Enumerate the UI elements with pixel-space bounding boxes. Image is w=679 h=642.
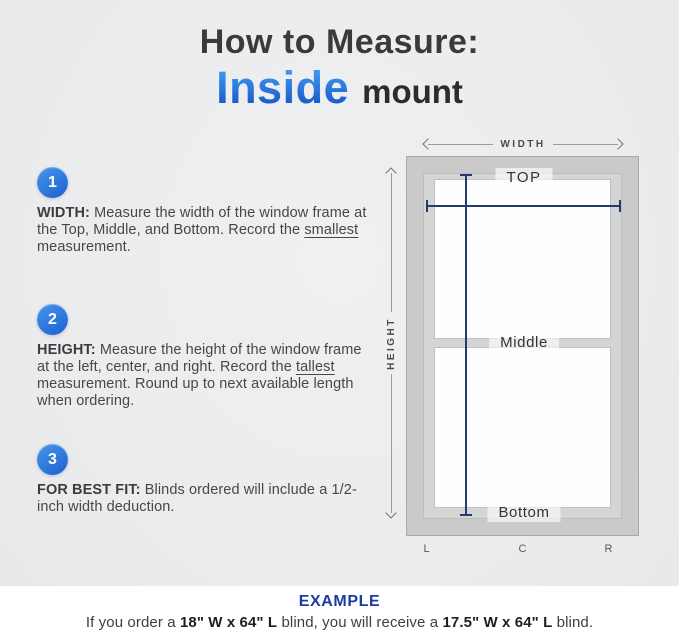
step-1-label: WIDTH:	[37, 205, 90, 221]
right-mark: R	[604, 543, 614, 555]
step-2-underlined-word: tallest	[296, 359, 335, 375]
step-1-underlined-word: smallest	[304, 222, 359, 238]
height-arrow	[385, 169, 397, 517]
arrow-right-chevron-icon	[612, 138, 623, 149]
title-block	[0, 24, 679, 114]
example-sentence	[0, 614, 679, 631]
step-3-label: FOR BEST FIT:	[37, 482, 141, 498]
example-received-size: 17.5" W x 64" L	[442, 614, 553, 631]
step-1-number-badge: 1	[37, 167, 68, 198]
step-2-text-before: Measure the height of the window frame at the left, center, and right. Record the	[37, 342, 362, 375]
height-dimension-label: HEIGHT	[385, 316, 397, 370]
window-upper-pane	[434, 179, 611, 339]
width-dimension-label: WIDTH	[500, 138, 546, 150]
example-text-3: blind.	[552, 614, 594, 631]
subtitle-suffix: mount	[362, 73, 463, 111]
step-3	[37, 444, 367, 516]
width-arrow	[424, 138, 622, 150]
example-text-1: If you order a	[85, 614, 180, 631]
top-position-label: TOP	[495, 168, 552, 187]
page-subtitle	[0, 62, 679, 114]
example-text-2: blind, you will receive a	[277, 614, 443, 631]
step-3-number-badge: 3	[37, 444, 68, 475]
window-lower-pane	[434, 347, 611, 508]
center-mark: C	[518, 543, 528, 555]
step-2-text-after: measurement. Round up to next available length when ordering.	[37, 376, 354, 409]
middle-position-label: Middle	[489, 333, 559, 352]
arrow-up-chevron-icon	[385, 167, 396, 178]
step-1-text-before: Measure the width of the window frame at the Top, Middle, and Bottom. Record the	[37, 205, 367, 238]
subtitle-highlight: Inside	[216, 62, 350, 114]
width-measure-line	[426, 205, 621, 207]
example-ordered-size: 18" W x 64" L	[179, 614, 278, 631]
step-2-number-badge: 2	[37, 304, 68, 335]
step-3-text-before: Blinds ordered will include a 1/2-inch width deduction.	[37, 482, 357, 515]
example-heading: EXAMPLE	[298, 593, 381, 610]
example-footer	[0, 586, 679, 642]
step-1	[37, 167, 367, 256]
step-1-text	[37, 205, 367, 256]
height-measure-line	[465, 174, 467, 516]
left-mark: L	[423, 543, 431, 555]
bottom-position-label: Bottom	[487, 503, 560, 522]
arrow-down-chevron-icon	[385, 507, 396, 518]
step-1-text-after: measurement.	[37, 239, 131, 255]
step-2-text	[37, 342, 367, 410]
page-title: How to Measure:	[199, 23, 480, 61]
step-2-label: HEIGHT:	[37, 342, 96, 358]
arrow-left-chevron-icon	[422, 138, 433, 149]
step-2	[37, 304, 367, 410]
step-3-text	[37, 482, 367, 516]
